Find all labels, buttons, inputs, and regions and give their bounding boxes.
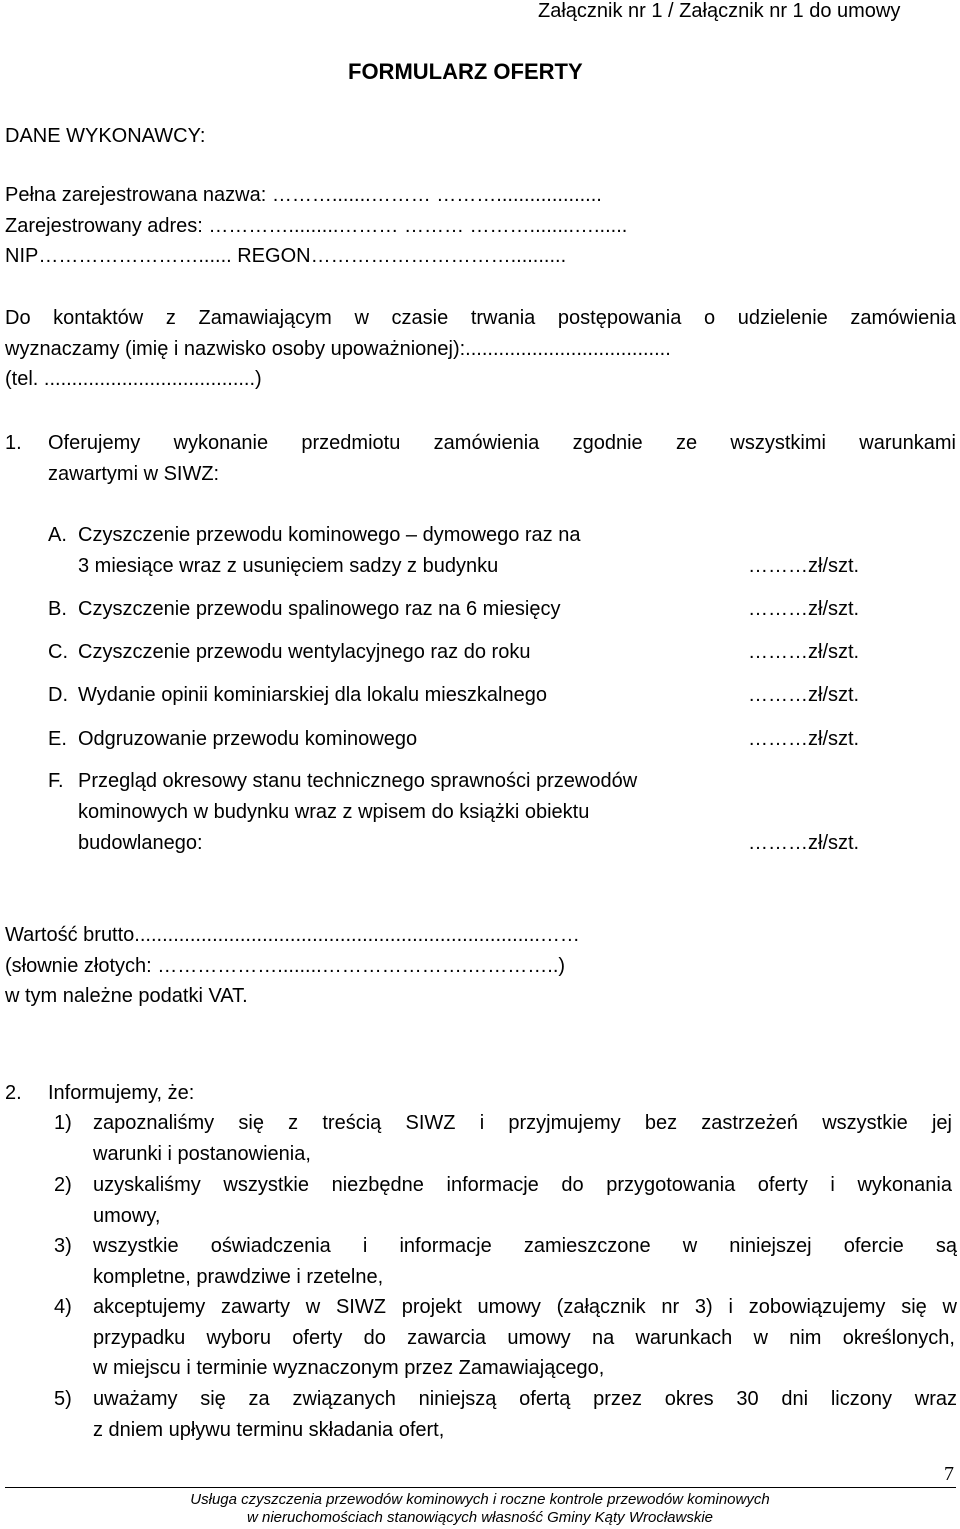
attachment-label: Załącznik nr 1 / Załącznik nr 1 do umowy — [538, 0, 901, 22]
service-description: Wydanie opinii kominiarskiej dla lokalu mieszkalnego — [78, 684, 547, 706]
declaration-text-line: w miejscu i terminie wyznaczonym przez Zamawiającego, — [93, 1357, 605, 1379]
declaration-number: 2) — [54, 1174, 72, 1196]
declaration-text-line: wszystkie oświadczenia i informacje zamieszczone w niniejszej ofercie są — [93, 1235, 957, 1257]
contractor-address-field: Zarejestrowany adres: ………….........……… ……… ………........…...... — [5, 215, 628, 237]
service-letter: B. — [48, 598, 67, 620]
service-letter: D. — [48, 684, 68, 706]
declaration-number: 3) — [54, 1235, 72, 1257]
service-description: Czyszczenie przewodu wentylacyjnego raz do roku — [78, 641, 531, 663]
service-price-field: ………zł/szt. — [748, 832, 860, 854]
footer-line: w nieruchomościach stanowiących własność Gminy Kąty Wrocławskie — [247, 1509, 713, 1526]
service-price-field: ………zł/szt. — [748, 684, 860, 706]
form-title: FORMULARZ OFERTY — [348, 59, 583, 84]
declaration-text-line: warunki i postanowienia, — [93, 1143, 311, 1165]
footer-line: Usługa czyszczenia przewodów kominowych i roczne kontrole przewodów kominowych — [190, 1491, 770, 1508]
service-price-field: ………zł/szt. — [748, 728, 860, 750]
service-price-field: ………zł/szt. — [748, 598, 860, 620]
declaration-text-line: umowy, — [93, 1205, 161, 1227]
declaration-text-line: uważamy się za związanych niniejszą ofertą przez okres 30 dni liczony wraz — [93, 1388, 957, 1410]
service-description: kominowych w budynku wraz z wpisem do książki obiektu — [78, 801, 590, 823]
declaration-text-line: kompletne, prawdziwe i rzetelne, — [93, 1266, 384, 1288]
service-price-field: ………zł/szt. — [748, 641, 860, 663]
declaration-text-line: akceptujemy zawarty w SIWZ projekt umowy (załącznik nr 3) i zobowiązujemy się w — [93, 1296, 957, 1318]
declaration-number: 4) — [54, 1296, 72, 1318]
declarations-number: 2. — [5, 1082, 22, 1104]
gross-value-words-field: (słownie złotych: ………………........………………….…………..) — [5, 955, 566, 977]
declaration-text-line: uzyskaliśmy wszystkie niezbędne informacje do przygotowania oferty i wykonania — [93, 1174, 952, 1196]
footer-divider — [5, 1487, 956, 1488]
contractor-ids-field: NIP……………………...... REGON………………………….......... — [5, 245, 567, 267]
contact-text-line: Do kontaktów z Zamawiającym w czasie trwania postępowania o udzielenie zamówienia — [5, 307, 956, 329]
service-description: Przegląd okresowy stanu technicznego sprawności przewodów — [78, 770, 638, 792]
item1-text-line: Oferujemy wykonanie przedmiotu zamówienia zgodnie ze wszystkimi warunkami — [48, 432, 956, 454]
service-description: Czyszczenie przewodu spalinowego raz na 6 miesięcy — [78, 598, 561, 620]
page-number: 7 — [944, 1463, 954, 1485]
vat-note: w tym należne podatki VAT. — [5, 985, 248, 1007]
item1-number: 1. — [5, 432, 22, 454]
service-letter: F. — [48, 770, 64, 792]
item1-text-line: zawartymi w SIWZ: — [48, 463, 220, 485]
contractor-name-field: Pełna zarejestrowana nazwa: ……….......……… ………................... — [5, 184, 602, 206]
service-letter: A. — [48, 524, 67, 546]
declaration-number: 5) — [54, 1388, 72, 1410]
contact-phone-field: (tel. ......................................) — [5, 368, 262, 390]
service-description: Czyszczenie przewodu kominowego – dymowego raz na — [78, 524, 581, 546]
declaration-text-line: zapoznaliśmy się z treścią SIWZ i przyjmujemy bez zastrzeżeń wszystkie jej — [93, 1112, 952, 1134]
service-description: 3 miesiące wraz z usunięciem sadzy z budynku — [78, 555, 499, 577]
service-description: Odgruzowanie przewodu kominowego — [78, 728, 418, 750]
service-price-field: ………zł/szt. — [748, 555, 860, 577]
contractor-section-label: DANE WYKONAWCY: — [5, 125, 206, 147]
declaration-text-line: przypadku wyboru oferty do zawarcia umowy na warunkach w nim określonych, — [93, 1327, 955, 1349]
declarations-heading: Informujemy, że: — [48, 1082, 195, 1104]
declaration-number: 1) — [54, 1112, 72, 1134]
declaration-text-line: z dniem upływu terminu składania ofert, — [93, 1419, 445, 1441]
contact-person-field: wyznaczamy (imię i nazwisko osoby upoważnionej):..................................... — [5, 338, 671, 360]
service-letter: E. — [48, 728, 67, 750]
service-letter: C. — [48, 641, 68, 663]
gross-value-field: Wartość brutto.........................................................................…… — [5, 924, 580, 946]
service-description: budowlanego: — [78, 832, 203, 854]
